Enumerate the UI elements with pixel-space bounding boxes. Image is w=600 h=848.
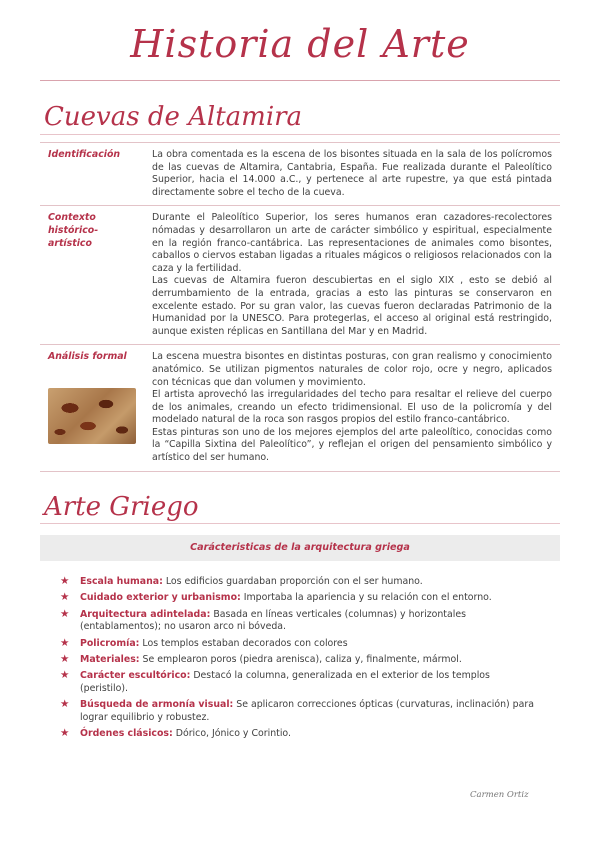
list-item: [60, 728, 540, 740]
item-text: Importaba la apariencia y su relación con el entorno.: [240, 592, 492, 604]
item-key: Órdenes clásicos:: [80, 728, 173, 740]
item-key: Cuidado exterior y urbanismo:: [80, 592, 241, 604]
list-item: [60, 699, 540, 724]
list-item: [60, 654, 540, 666]
list-item: [60, 576, 540, 588]
paragraph: El artista aprovechó las irregularidades del techo para resaltar el relieve del cuerpo de los animales, creando un efecto tridimensional. El uso de la policromía y del modelado natural de la roca son rasgos propios del estilo franco-cantábrico.: [152, 389, 552, 426]
star-icon: ★: [60, 669, 70, 682]
list-item: [60, 592, 540, 604]
row-label: Identificación: [40, 143, 144, 206]
star-icon: ★: [60, 653, 70, 666]
star-icon: ★: [60, 636, 70, 649]
star-icon: ★: [60, 607, 70, 620]
greek-architecture-heading: Carácteristicas de la arquitectura griega: [40, 535, 560, 561]
greek-features-list: [60, 576, 540, 744]
section-divider: [40, 134, 560, 135]
title-divider: [40, 80, 560, 81]
altamira-table: [40, 142, 560, 472]
paragraph: Estas pinturas son uno de los mejores ejemplos del arte paleolítico, conocidas como la “Capilla Sixtina del Paleolítico”, y reflejan el origen del pensamiento simbólico y artístico del ser humano.: [152, 426, 552, 464]
author-signature: Carmen Ortiz: [470, 790, 529, 800]
item-text: Los edificios guardaban proporción con el ser humano.: [162, 576, 423, 587]
item-text: Destacó la columna, generalizada en el exterior de los templos (peristilo).: [80, 670, 490, 694]
table-row: [40, 206, 560, 345]
section-title-greek: Arte Griego: [44, 492, 199, 522]
section-title-altamira: Cuevas de Altamira: [44, 102, 303, 132]
row-label-cell: [40, 345, 144, 471]
item-text: Basada en líneas verticales (columnas) y horizontales (entablamentos); no usaron arco ni bóveda.: [80, 608, 466, 633]
paragraph: Las cuevas de Altamira fueron descubiertas en el siglo XIX , esto se debió al derrumbamiento de la entrada, gracias a esto las pinturas se conservaron en excelente estado. Por su gran valor, las cuevas fueron declaradas Patrimonio de la Humanidad por la UNESCO. Para protegerlas, el acceso al original está restringido, aunque existen réplicas en Santillana del Mar y en Madrid.: [152, 275, 552, 337]
page-title: Historia del Arte: [130, 22, 470, 66]
star-icon: ★: [60, 575, 70, 587]
star-icon: ★: [60, 698, 70, 711]
item-key: Materiales:: [80, 654, 140, 666]
paragraph: La obra comentada es la escena de los bisontes situada en la sala de los polícromos de las cuevas de Altamira, Cantabria, España. Fue realizada durante el Paleolítico Superior, hacia el 14.000 a.C., y pertenece al arte rupestre, ya que está pintada directamente sobre el techo de la cueva.: [152, 149, 552, 198]
list-item: [60, 609, 540, 634]
paragraph: Durante el Paleolítico Superior, los seres humanos eran cazadores-recolectores nómadas y desarrollaron un arte de carácter simbólico y espiritual, especialmente en la región franco-cantábrica. Las representaciones de animales como bisontes, caballos o ciervos estaban ligadas a rituales mágicos o religiosos relacionados con la caza y la fertilidad.: [152, 212, 552, 274]
table-row: [40, 345, 560, 471]
bison-painting-image: [48, 388, 136, 444]
row-label: Análisis formal: [48, 351, 127, 363]
item-key: Búsqueda de armonía visual:: [80, 699, 234, 711]
section-divider: [40, 523, 560, 524]
item-key: Escala humana:: [80, 576, 163, 587]
row-label: Contexto histórico-artístico: [40, 206, 144, 345]
list-item: [60, 670, 540, 695]
row-text: [144, 345, 560, 471]
item-key: Policromía:: [80, 637, 140, 649]
list-item: [60, 638, 540, 650]
paragraph: La escena muestra bisontes en distintas posturas, con gran realismo y conocimiento anatómico. Se utilizan pigmentos naturales de color rojo, ocre y negro, aplicados con técnicas que dan volumen y movimiento.: [152, 351, 552, 388]
item-text: Se aplicaron correcciones ópticas (curvaturas, inclinación) para lograr equilibrio y robustez.: [80, 699, 534, 723]
item-text: Se emplearon poros (piedra arenisca), caliza y, finalmente, mármol.: [139, 654, 462, 666]
item-key: Carácter escultórico:: [80, 670, 191, 682]
row-text: [144, 206, 560, 345]
star-icon: ★: [60, 591, 70, 604]
table-row: [40, 143, 560, 206]
item-text: Los templos estaban decorados con colores: [139, 637, 348, 649]
row-text: [144, 143, 560, 206]
item-key: Arquitectura adintelada:: [80, 608, 211, 620]
star-icon: ★: [60, 727, 70, 740]
item-text: Dórico, Jónico y Corintio.: [172, 728, 291, 740]
